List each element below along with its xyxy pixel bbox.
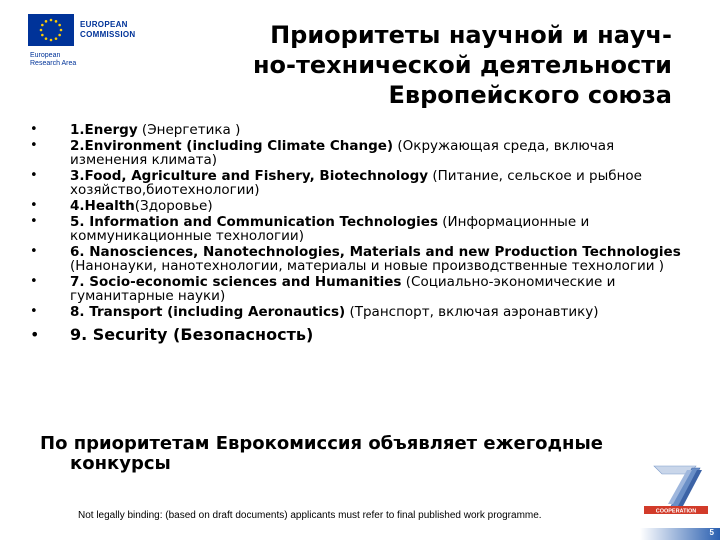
title-line-2: но-технической деятельности bbox=[252, 51, 672, 79]
priority-item bbox=[24, 215, 684, 243]
eu-star-icon bbox=[50, 19, 53, 22]
priorities-list bbox=[24, 123, 684, 347]
eu-star-icon bbox=[58, 24, 61, 27]
bullet-icon: • bbox=[30, 122, 38, 137]
priority-translation: (Питание, сельское и рыбное хозяйство,биотехнологии) bbox=[70, 168, 642, 198]
priority-translation: (Транспорт, включая аэронавтику) bbox=[345, 304, 599, 320]
eu-star-icon bbox=[55, 37, 58, 40]
era-logo-line1: European bbox=[30, 52, 61, 59]
priority-name: 9. Security (Безопасность) bbox=[70, 325, 314, 344]
eu-star-icon bbox=[40, 29, 43, 32]
priority-item bbox=[24, 275, 684, 303]
priority-name: 3.Food, Agriculture and Fishery, Biotechnology bbox=[70, 168, 429, 184]
bullet-icon: • bbox=[30, 304, 38, 319]
priority-item bbox=[24, 245, 684, 273]
priority-translation: (Здоровье) bbox=[134, 198, 213, 214]
footer-bar bbox=[640, 528, 720, 540]
eu-flag-icon bbox=[28, 14, 74, 46]
bullet-icon: • bbox=[30, 168, 38, 183]
era-logo-text bbox=[30, 52, 76, 68]
fp7-logo-label: COOPERATION bbox=[655, 508, 697, 515]
title-line-1: Приоритеты научной и науч- bbox=[270, 21, 672, 49]
priority-translation: (Нанонауки, нанотехнологии, материалы и новые производственные технологии ) bbox=[70, 258, 665, 274]
priority-translation: (Окружающая среда, включая изменения климата) bbox=[70, 138, 615, 168]
eu-star-icon bbox=[45, 37, 48, 40]
priority-name: 4.Health bbox=[70, 198, 135, 214]
priority-item bbox=[24, 139, 684, 167]
bullet-icon: • bbox=[30, 274, 38, 289]
page-number: 5 bbox=[709, 528, 714, 537]
eu-star-icon bbox=[55, 20, 58, 23]
bullet-icon: • bbox=[30, 244, 38, 259]
bullet-icon: • bbox=[30, 214, 38, 229]
disclaimer-text: Not legally binding: (based on draft documents) applicants must refer to final published work programme. bbox=[78, 510, 542, 521]
title-line-3: Европейского союза bbox=[388, 81, 672, 109]
priority-name: 2.Environment (including Climate Change) bbox=[70, 138, 394, 154]
bullet-icon: • bbox=[30, 198, 38, 213]
eu-star-icon bbox=[45, 20, 48, 23]
priority-name: 8. Transport (including Aeronautics) bbox=[70, 304, 346, 320]
ec-logo-text bbox=[80, 20, 135, 40]
priority-item-security bbox=[24, 325, 684, 345]
priority-name: 6. Nanosciences, Nanotechnologies, Materials and new Production Technologies bbox=[70, 244, 681, 260]
ec-logo-line2: COMMISSION bbox=[80, 30, 136, 39]
european-commission-logo bbox=[28, 14, 160, 76]
eu-star-icon bbox=[58, 34, 61, 37]
era-logo-line2: Research Area bbox=[30, 60, 77, 67]
fp7-logo-icon bbox=[640, 462, 710, 522]
priority-item bbox=[24, 199, 684, 213]
eu-star-icon bbox=[41, 24, 44, 27]
eu-star-icon bbox=[50, 39, 53, 42]
priority-translation: (Информационные и коммуникационные технологии) bbox=[70, 214, 590, 244]
priority-translation: (Энергетика ) bbox=[137, 122, 241, 138]
priority-translation: (Социально-экономические и гуманитарные науки) bbox=[70, 274, 616, 304]
priority-name: 7. Socio-economic sciences and Humanities bbox=[70, 274, 402, 290]
priority-item bbox=[24, 169, 684, 197]
priority-item bbox=[24, 305, 684, 319]
contests-note bbox=[40, 434, 680, 474]
contests-line-2: конкурсы bbox=[70, 453, 171, 474]
bullet-icon: • bbox=[30, 138, 38, 153]
priority-name: 5. Information and Communication Technologies bbox=[70, 214, 438, 230]
priority-name: 1.Energy bbox=[70, 122, 138, 138]
eu-star-icon bbox=[60, 29, 63, 32]
bullet-icon: • bbox=[30, 325, 40, 344]
eu-star-icon bbox=[41, 34, 44, 37]
priority-item bbox=[24, 123, 684, 137]
contests-line-1: По приоритетам Еврокомиссия объявляет ежегодные bbox=[40, 433, 603, 454]
ec-logo-line1: EUROPEAN bbox=[80, 20, 128, 29]
slide-title bbox=[152, 20, 672, 110]
